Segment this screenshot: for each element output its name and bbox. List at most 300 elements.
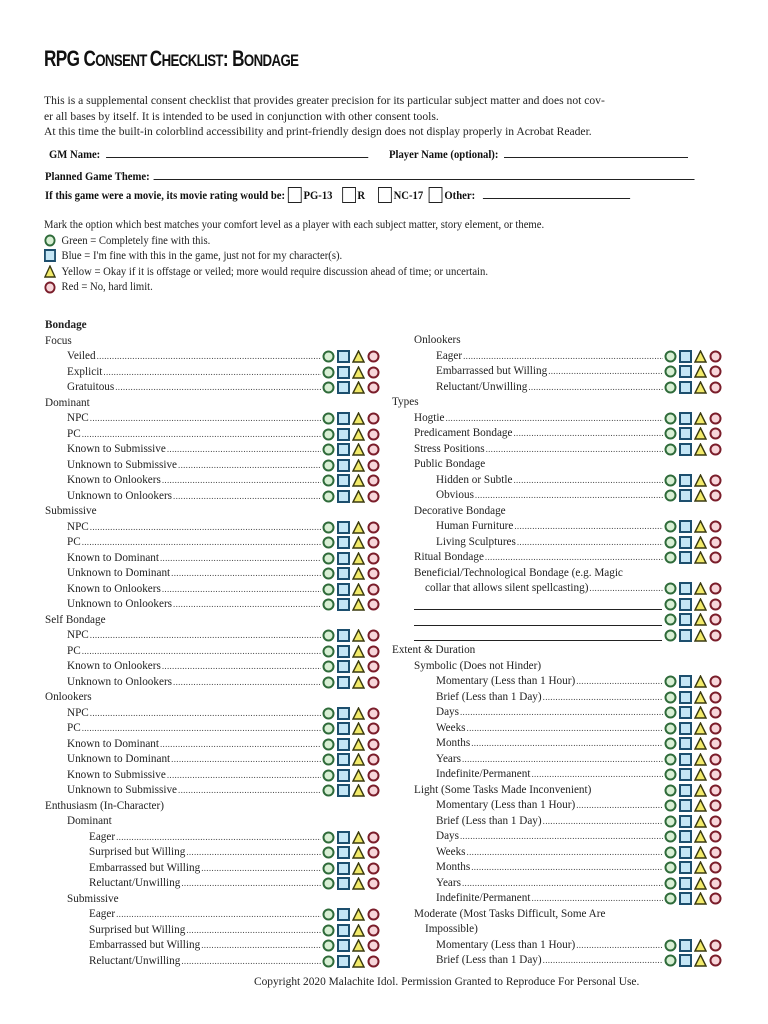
red-circle-icon[interactable] — [709, 799, 722, 812]
green-circle-icon[interactable] — [322, 366, 335, 379]
green-circle-icon[interactable] — [664, 381, 677, 394]
yellow-triangle-icon[interactable] — [352, 536, 365, 549]
red-circle-icon[interactable] — [367, 412, 380, 425]
green-circle-icon[interactable] — [664, 598, 677, 611]
green-circle-icon[interactable] — [664, 613, 677, 626]
red-circle-icon[interactable] — [367, 536, 380, 549]
rating-options — [322, 350, 380, 363]
red-circle-icon[interactable] — [709, 350, 722, 363]
yellow-triangle-icon[interactable] — [694, 815, 707, 828]
red-circle-icon[interactable] — [709, 381, 722, 394]
yellow-triangle-icon[interactable] — [694, 675, 707, 688]
blue-square-icon[interactable] — [679, 877, 692, 890]
blue-square-icon[interactable] — [679, 691, 692, 704]
green-circle-icon[interactable] — [664, 629, 677, 642]
blue-square-icon[interactable] — [337, 753, 350, 766]
blue-square-icon[interactable] — [337, 459, 350, 472]
green-circle-icon[interactable] — [322, 629, 335, 642]
yellow-triangle-icon[interactable] — [694, 582, 707, 595]
yellow-triangle-icon[interactable] — [352, 924, 365, 937]
green-circle-icon[interactable] — [664, 675, 677, 688]
green-circle-icon[interactable] — [322, 443, 335, 456]
green-circle-icon[interactable] — [664, 784, 677, 797]
yellow-triangle-icon[interactable] — [694, 954, 707, 967]
blue-square-icon[interactable] — [337, 939, 350, 952]
green-circle-icon[interactable] — [322, 552, 335, 565]
red-circle-icon[interactable] — [709, 706, 722, 719]
yellow-triangle-icon[interactable] — [694, 799, 707, 812]
green-circle-icon[interactable] — [664, 706, 677, 719]
blue-square-icon[interactable] — [337, 629, 350, 642]
blue-square-icon[interactable] — [337, 877, 350, 890]
green-circle-icon[interactable] — [322, 738, 335, 751]
green-circle-icon[interactable] — [664, 489, 677, 502]
yellow-triangle-icon[interactable] — [694, 443, 707, 456]
green-circle-icon[interactable] — [322, 924, 335, 937]
rating-options — [664, 830, 722, 843]
blue-square-icon[interactable] — [337, 769, 350, 782]
blue-square-icon[interactable] — [337, 784, 350, 797]
blue-square-icon[interactable] — [337, 474, 350, 487]
blue-square-icon[interactable] — [337, 567, 350, 580]
blue-square-icon[interactable] — [337, 428, 350, 441]
checklist-item: PC ..... — [45, 721, 380, 737]
blue-square-icon[interactable] — [679, 939, 692, 952]
blue-square-icon[interactable] — [679, 815, 692, 828]
green-circle-icon[interactable] — [322, 660, 335, 673]
green-circle-icon[interactable] — [322, 350, 335, 363]
green-circle-icon[interactable] — [322, 583, 335, 596]
dot-leader — [531, 891, 663, 907]
green-circle-icon[interactable] — [322, 536, 335, 549]
blue-square-icon[interactable] — [337, 443, 350, 456]
green-circle-icon[interactable] — [322, 753, 335, 766]
red-circle-icon[interactable] — [367, 908, 380, 921]
green-circle-icon[interactable] — [664, 427, 677, 440]
blue-square-icon[interactable] — [337, 536, 350, 549]
red-circle-icon[interactable] — [367, 924, 380, 937]
red-circle-icon[interactable] — [709, 753, 722, 766]
red-circle-icon[interactable] — [367, 521, 380, 534]
red-circle-icon[interactable] — [367, 877, 380, 890]
yellow-triangle-icon[interactable] — [694, 412, 707, 425]
rating-checkbox-r[interactable] — [342, 187, 356, 203]
player-name-field[interactable] — [504, 147, 688, 158]
green-circle-icon[interactable] — [322, 412, 335, 425]
blue-square-icon[interactable] — [337, 676, 350, 689]
yellow-triangle-icon[interactable] — [694, 753, 707, 766]
checklist-item: Embarrassed but Willing ..... — [392, 364, 722, 380]
green-circle-icon[interactable] — [322, 381, 335, 394]
red-circle-icon[interactable] — [367, 350, 380, 363]
blue-square-icon[interactable] — [679, 551, 692, 564]
yellow-triangle-icon[interactable] — [352, 490, 365, 503]
green-circle-icon[interactable] — [664, 939, 677, 952]
red-circle-icon[interactable] — [367, 629, 380, 642]
green-circle-icon[interactable] — [664, 815, 677, 828]
yellow-triangle-icon[interactable] — [694, 520, 707, 533]
red-circle-icon[interactable] — [367, 567, 380, 580]
red-circle-icon[interactable] — [709, 675, 722, 688]
green-circle-icon[interactable] — [322, 521, 335, 534]
blue-square-icon[interactable] — [337, 908, 350, 921]
blue-square-icon[interactable] — [337, 862, 350, 875]
red-circle-icon[interactable] — [367, 583, 380, 596]
red-circle-icon[interactable] — [709, 365, 722, 378]
dot-leader — [548, 364, 663, 380]
red-circle-icon[interactable] — [367, 366, 380, 379]
yellow-triangle-icon[interactable] — [352, 645, 365, 658]
gm-name-field[interactable] — [106, 147, 368, 158]
red-circle-icon[interactable] — [709, 830, 722, 843]
yellow-triangle-icon[interactable] — [694, 474, 707, 487]
yellow-triangle-icon[interactable] — [694, 892, 707, 905]
blue-square-icon[interactable] — [337, 381, 350, 394]
dot-leader — [543, 953, 663, 969]
red-circle-icon[interactable] — [709, 939, 722, 952]
red-circle-icon[interactable] — [367, 552, 380, 565]
green-circle-icon[interactable] — [322, 490, 335, 503]
blue-square-icon[interactable] — [337, 366, 350, 379]
blue-square-icon[interactable] — [679, 830, 692, 843]
green-circle-icon[interactable] — [664, 412, 677, 425]
green-circle-icon[interactable] — [664, 691, 677, 704]
red-circle-icon[interactable] — [709, 427, 722, 440]
yellow-triangle-icon[interactable] — [694, 691, 707, 704]
green-circle-icon[interactable] — [322, 908, 335, 921]
yellow-triangle-icon[interactable] — [352, 846, 365, 859]
red-circle-icon[interactable] — [367, 707, 380, 720]
blue-square-icon[interactable] — [679, 381, 692, 394]
blue-square-icon[interactable] — [679, 365, 692, 378]
checklist-item: Days ..... — [392, 829, 722, 845]
green-circle-icon[interactable] — [322, 846, 335, 859]
blue-square-icon[interactable] — [337, 552, 350, 565]
green-circle-icon[interactable] — [322, 722, 335, 735]
yellow-triangle-icon[interactable] — [352, 862, 365, 875]
custom-item-field[interactable] — [414, 598, 662, 610]
yellow-triangle-icon[interactable] — [694, 877, 707, 890]
green-circle-icon[interactable] — [664, 365, 677, 378]
yellow-triangle-icon[interactable] — [352, 474, 365, 487]
blue-square-icon[interactable] — [337, 645, 350, 658]
yellow-triangle-icon[interactable] — [694, 536, 707, 549]
red-circle-icon[interactable] — [367, 598, 380, 611]
blue-square-icon[interactable] — [679, 412, 692, 425]
yellow-triangle-icon[interactable] — [352, 350, 365, 363]
red-circle-icon[interactable] — [367, 831, 380, 844]
blue-square-icon[interactable] — [679, 722, 692, 735]
blue-square-icon[interactable] — [679, 443, 692, 456]
yellow-triangle-icon[interactable] — [352, 722, 365, 735]
red-circle-icon[interactable] — [709, 474, 722, 487]
legend-item-blue: Blue = I'm fine with this in the game, just not for my character(s). — [44, 248, 544, 264]
red-circle-icon[interactable] — [367, 443, 380, 456]
red-circle-icon[interactable] — [709, 613, 722, 626]
red-circle-icon[interactable] — [709, 877, 722, 890]
red-circle-icon[interactable] — [709, 815, 722, 828]
green-circle-icon[interactable] — [664, 536, 677, 549]
green-circle-icon[interactable] — [664, 443, 677, 456]
dot-leader — [115, 380, 321, 396]
red-circle-icon[interactable] — [709, 784, 722, 797]
red-circle-icon[interactable] — [367, 676, 380, 689]
blue-square-icon[interactable] — [337, 738, 350, 751]
red-circle-icon[interactable] — [709, 536, 722, 549]
green-circle-icon[interactable] — [322, 939, 335, 952]
blue-square-icon[interactable] — [679, 536, 692, 549]
dot-leader — [82, 721, 321, 737]
red-circle-icon[interactable] — [367, 459, 380, 472]
yellow-triangle-icon[interactable] — [352, 567, 365, 580]
green-circle-icon[interactable] — [322, 955, 335, 968]
red-circle-icon[interactable] — [367, 939, 380, 952]
yellow-triangle-icon[interactable] — [352, 738, 365, 751]
yellow-triangle-icon[interactable] — [694, 427, 707, 440]
green-circle-icon[interactable] — [664, 877, 677, 890]
blue-square-icon[interactable] — [337, 583, 350, 596]
yellow-triangle-icon[interactable] — [352, 552, 365, 565]
blue-square-icon[interactable] — [679, 613, 692, 626]
yellow-triangle-icon[interactable] — [694, 551, 707, 564]
green-circle-icon[interactable] — [322, 769, 335, 782]
yellow-triangle-icon[interactable] — [694, 737, 707, 750]
blue-square-icon[interactable] — [679, 629, 692, 642]
rating-options — [322, 459, 380, 472]
blue-square-icon[interactable] — [679, 474, 692, 487]
yellow-triangle-icon[interactable] — [352, 955, 365, 968]
yellow-triangle-icon[interactable] — [694, 768, 707, 781]
blue-square-icon[interactable] — [337, 707, 350, 720]
blue-square-icon[interactable] — [337, 924, 350, 937]
dot-leader — [186, 845, 321, 861]
yellow-triangle-icon[interactable] — [694, 784, 707, 797]
blue-square-icon[interactable] — [337, 660, 350, 673]
yellow-triangle-icon[interactable] — [352, 784, 365, 797]
dot-leader — [513, 426, 663, 442]
dot-leader — [171, 566, 321, 582]
yellow-triangle-icon[interactable] — [694, 846, 707, 859]
yellow-triangle-icon[interactable] — [352, 629, 365, 642]
blue-square-icon[interactable] — [679, 598, 692, 611]
green-circle-icon[interactable] — [664, 722, 677, 735]
yellow-triangle-icon[interactable] — [352, 707, 365, 720]
yellow-triangle-icon[interactable] — [352, 660, 365, 673]
yellow-triangle-icon[interactable] — [352, 428, 365, 441]
yellow-triangle-icon[interactable] — [352, 877, 365, 890]
red-circle-icon[interactable] — [367, 722, 380, 735]
yellow-triangle-icon[interactable] — [694, 489, 707, 502]
red-circle-icon[interactable] — [367, 955, 380, 968]
green-circle-icon[interactable] — [664, 892, 677, 905]
blue-square-icon[interactable] — [679, 582, 692, 595]
red-circle-icon[interactable] — [367, 474, 380, 487]
blue-square-icon[interactable] — [337, 831, 350, 844]
yellow-triangle-icon[interactable] — [694, 830, 707, 843]
green-circle-icon[interactable] — [664, 954, 677, 967]
blue-square-icon[interactable] — [679, 350, 692, 363]
blue-square-icon[interactable] — [337, 598, 350, 611]
red-circle-icon[interactable] — [709, 768, 722, 781]
green-circle-icon[interactable] — [322, 459, 335, 472]
red-circle-icon[interactable] — [367, 846, 380, 859]
blue-square-icon[interactable] — [679, 846, 692, 859]
yellow-triangle-icon[interactable] — [694, 722, 707, 735]
yellow-triangle-icon[interactable] — [352, 769, 365, 782]
green-circle-icon[interactable] — [664, 799, 677, 812]
red-circle-icon[interactable] — [709, 691, 722, 704]
green-circle-icon[interactable] — [322, 428, 335, 441]
checklist-item: Known to Submissive ..... — [45, 442, 380, 458]
red-circle-icon[interactable] — [367, 645, 380, 658]
blue-square-icon[interactable] — [679, 706, 692, 719]
blue-square-icon[interactable] — [679, 892, 692, 905]
red-circle-icon[interactable] — [367, 490, 380, 503]
red-circle-icon[interactable] — [709, 892, 722, 905]
yellow-triangle-icon[interactable] — [352, 521, 365, 534]
rating-options — [664, 536, 722, 549]
yellow-triangle-icon[interactable] — [694, 365, 707, 378]
blue-square-icon[interactable] — [679, 675, 692, 688]
green-circle-icon[interactable] — [664, 474, 677, 487]
red-circle-icon[interactable] — [367, 660, 380, 673]
yellow-triangle-icon[interactable] — [352, 598, 365, 611]
yellow-triangle-icon[interactable] — [694, 861, 707, 874]
checklist-item: NPC ..... — [45, 628, 380, 644]
rating-other-field[interactable] — [483, 188, 630, 199]
custom-item-field[interactable] — [414, 614, 662, 626]
green-circle-icon[interactable] — [664, 830, 677, 843]
player-name-row — [389, 147, 688, 161]
rating-checkbox-nc17[interactable] — [378, 187, 392, 203]
blue-square-icon[interactable] — [679, 427, 692, 440]
blue-square-icon[interactable] — [679, 753, 692, 766]
green-circle-icon[interactable] — [322, 676, 335, 689]
green-circle-icon[interactable] — [322, 831, 335, 844]
blue-square-icon[interactable] — [337, 412, 350, 425]
red-circle-icon[interactable] — [709, 412, 722, 425]
red-circle-icon[interactable] — [709, 489, 722, 502]
red-circle-icon[interactable] — [709, 629, 722, 642]
green-circle-icon[interactable] — [664, 846, 677, 859]
blue-square-icon[interactable] — [679, 861, 692, 874]
checklist-item: Unknown to Dominant ..... — [45, 752, 380, 768]
yellow-triangle-icon[interactable] — [352, 753, 365, 766]
red-circle-icon[interactable] — [709, 598, 722, 611]
green-circle-icon[interactable] — [322, 474, 335, 487]
green-circle-icon[interactable] — [322, 567, 335, 580]
blue-square-icon[interactable] — [337, 350, 350, 363]
red-circle-icon[interactable] — [367, 862, 380, 875]
green-circle-icon[interactable] — [322, 598, 335, 611]
red-circle-icon[interactable] — [367, 428, 380, 441]
yellow-triangle-icon[interactable] — [352, 459, 365, 472]
red-circle-icon[interactable] — [709, 551, 722, 564]
yellow-triangle-icon[interactable] — [352, 412, 365, 425]
blue-square-icon[interactable] — [679, 799, 692, 812]
rating-checkbox-pg13[interactable] — [288, 187, 302, 203]
green-circle-icon[interactable] — [664, 582, 677, 595]
blue-square-icon[interactable] — [337, 521, 350, 534]
green-circle-icon[interactable] — [664, 520, 677, 533]
yellow-triangle-icon[interactable] — [352, 676, 365, 689]
rating-options — [322, 552, 380, 565]
blue-square-icon[interactable] — [337, 722, 350, 735]
blue-square-icon[interactable] — [679, 768, 692, 781]
red-circle-icon[interactable] — [709, 737, 722, 750]
green-circle-icon[interactable] — [322, 645, 335, 658]
yellow-triangle-icon[interactable] — [352, 443, 365, 456]
green-circle-icon[interactable] — [664, 551, 677, 564]
checklist-item: Reluctant/Unwilling ..... — [45, 876, 380, 892]
red-circle-icon[interactable] — [709, 722, 722, 735]
rating-options — [322, 428, 380, 441]
custom-item-row — [392, 628, 722, 644]
red-circle-icon[interactable] — [709, 520, 722, 533]
red-circle-icon[interactable] — [367, 381, 380, 394]
yellow-triangle-icon[interactable] — [352, 583, 365, 596]
blue-square-icon[interactable] — [679, 737, 692, 750]
rating-checkbox-other[interactable] — [429, 187, 443, 203]
yellow-triangle-icon[interactable] — [352, 908, 365, 921]
checklist-item: PC ..... — [45, 535, 380, 551]
theme-field[interactable] — [153, 169, 694, 180]
blue-square-icon[interactable] — [337, 955, 350, 968]
red-circle-icon[interactable] — [367, 784, 380, 797]
green-circle-icon[interactable] — [322, 862, 335, 875]
green-circle-icon[interactable] — [322, 877, 335, 890]
checklist-right-column — [392, 333, 722, 969]
yellow-triangle-icon[interactable] — [694, 706, 707, 719]
yellow-triangle-icon[interactable] — [352, 366, 365, 379]
red-circle-icon[interactable] — [709, 954, 722, 967]
green-circle-icon[interactable] — [664, 861, 677, 874]
red-circle-icon[interactable] — [709, 582, 722, 595]
blue-square-icon[interactable] — [679, 954, 692, 967]
red-circle-icon[interactable] — [367, 753, 380, 766]
yellow-triangle-icon[interactable] — [352, 381, 365, 394]
blue-square-icon[interactable] — [679, 784, 692, 797]
yellow-triangle-icon[interactable] — [694, 939, 707, 952]
green-circle-icon[interactable] — [664, 737, 677, 750]
red-circle-icon[interactable] — [709, 861, 722, 874]
green-circle-icon[interactable] — [322, 707, 335, 720]
blue-square-icon[interactable] — [679, 520, 692, 533]
green-circle-icon[interactable] — [664, 350, 677, 363]
yellow-triangle-icon[interactable] — [694, 598, 707, 611]
blue-square-icon[interactable] — [337, 490, 350, 503]
yellow-triangle-icon[interactable] — [352, 831, 365, 844]
yellow-triangle-icon[interactable] — [694, 613, 707, 626]
red-circle-icon[interactable] — [709, 443, 722, 456]
dot-leader — [467, 845, 663, 861]
yellow-triangle-icon[interactable] — [694, 350, 707, 363]
blue-square-icon[interactable] — [679, 489, 692, 502]
checklist-item: Veiled ..... — [45, 349, 380, 365]
green-circle-icon[interactable] — [664, 753, 677, 766]
custom-item-field[interactable] — [414, 629, 662, 641]
red-circle-icon[interactable] — [367, 738, 380, 751]
yellow-triangle-icon[interactable] — [694, 629, 707, 642]
yellow-triangle-icon[interactable] — [352, 939, 365, 952]
green-circle-icon[interactable] — [664, 768, 677, 781]
red-circle-icon[interactable] — [367, 769, 380, 782]
green-circle-icon[interactable] — [322, 784, 335, 797]
red-circle-icon[interactable] — [709, 846, 722, 859]
yellow-triangle-icon[interactable] — [694, 381, 707, 394]
blue-square-icon[interactable] — [337, 846, 350, 859]
checklist-item: Eager ..... — [392, 349, 722, 365]
